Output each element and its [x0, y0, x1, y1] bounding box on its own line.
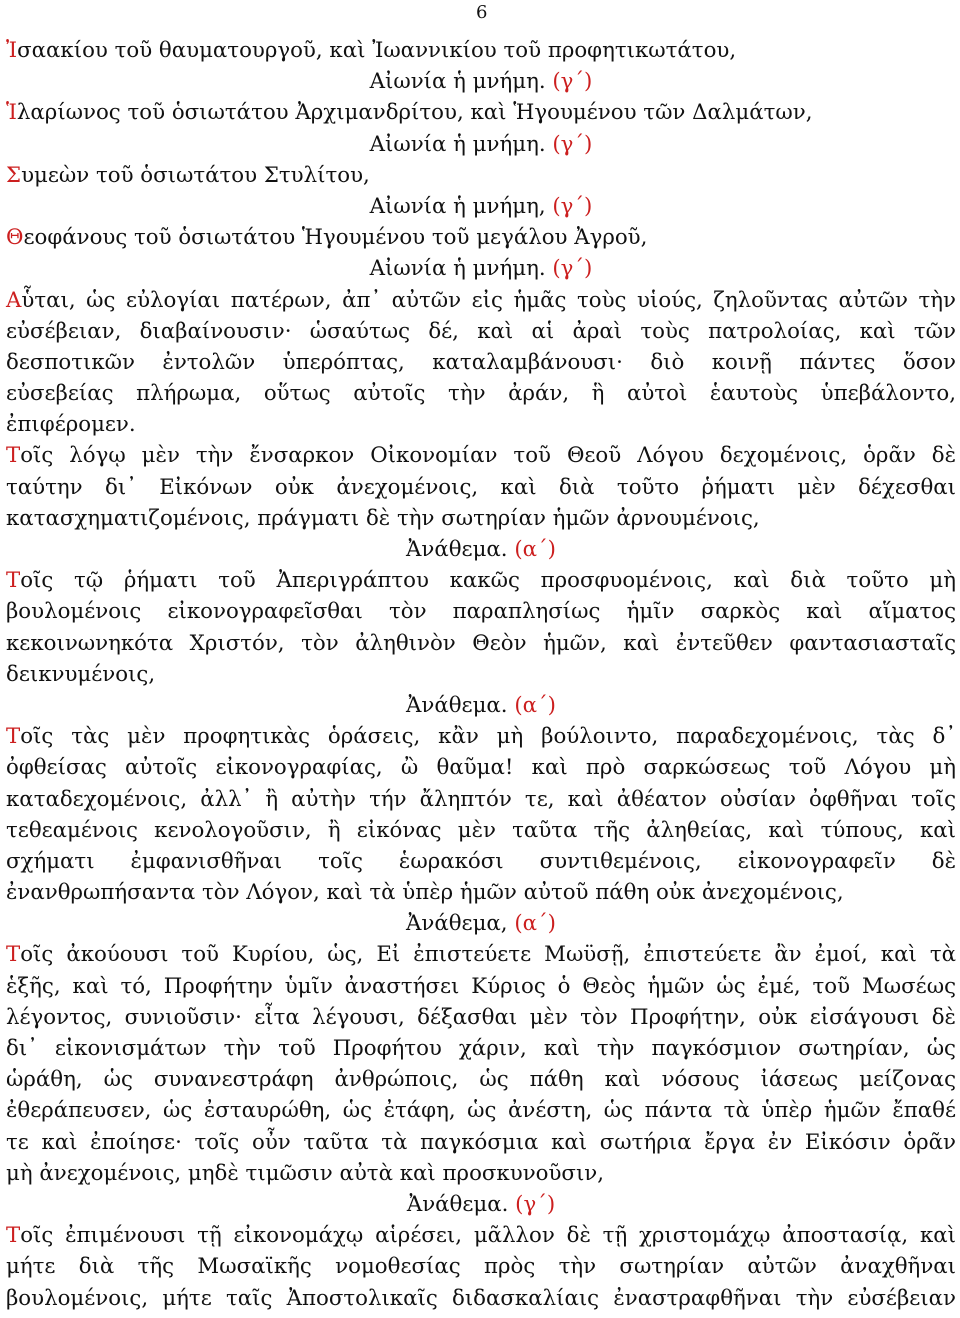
line-text: δι᾽ εἰκονισμάτων τὴν τοῦ Προφήτου χάριν, καὶ τὴν παγκόσμιον σωτηρίαν, ὡς — [6, 1036, 956, 1061]
line-text: ὡράθη, ὡς συνανεστράφη ἀνθρώποις, ὡς πάθη καὶ νόσους ἰάσεως μείζονας — [6, 1067, 956, 1093]
text-line — [6, 97, 956, 128]
text-line — [6, 222, 956, 253]
red-repeat-mark: (γ΄) — [552, 193, 593, 219]
text-line — [6, 316, 956, 347]
line-text: υμεὼν τοῦ ὁσιωτάτου Στυλίτου, — [21, 162, 370, 188]
text-line — [6, 409, 956, 440]
text-line — [6, 1127, 956, 1158]
text-line — [6, 378, 956, 409]
red-initial: Τ — [6, 942, 21, 968]
text-line — [6, 1095, 956, 1126]
line-text: βουλομένοις, μήτε ταῖς Ἀποστολικαῖς διδασκαλίαις ἐναστραφθῆναι τὴν εὐσέβειαν — [6, 1285, 956, 1311]
line-text: μήτε διὰ τῆς Μωσαϊκῆς νομοθεσίας πρὸς τὴν σωτηρίαν αὐτῶν ἀναχθῆναι — [6, 1254, 956, 1280]
line-text: Ἀνάθεμα, — [406, 911, 515, 937]
line-text: λέγοντος, συνιοῦσιν· εἶτα λέγουσι, δέξασθαι μὲν τὸν Προφήτην, οὐκ εἰσάγουσι δὲ — [6, 1004, 956, 1030]
text-line — [6, 565, 956, 596]
acclamation-line — [6, 1189, 956, 1220]
text-line — [6, 721, 956, 752]
text-line — [6, 815, 956, 846]
acclamation-line — [6, 191, 956, 222]
red-initial: Ἱ — [6, 100, 17, 126]
line-text: σχήματι ἐμφανισθῆναι τοῖς ἑωρακόσι συντιθεμένοις, εἰκονογραφεῖν δὲ — [6, 848, 956, 874]
red-repeat-mark: (α΄) — [514, 911, 556, 937]
text-line — [6, 628, 956, 659]
line-text: οῖς ἀκούουσι τοῦ Κυρίου, ὡς, Εἰ ἐπιστεύετε Μωϋσῇ, ἐπιστεύετε ἂν ἐμοί, καὶ τὰ — [20, 942, 956, 968]
red-repeat-mark: (γ΄) — [552, 69, 593, 95]
acclamation-line — [6, 534, 956, 565]
line-text: δεικνυμένοις, — [6, 661, 156, 687]
line-text: καταδεχομένοις, ἀλλ᾽ ἢ αὐτὴν τήν ἄληπτόν τε, καὶ ἀθέατον οὐσίαν ὀφθῆναι τοῖς — [6, 786, 956, 812]
line-text: κατασχηματιζομένοις, πράγματι δὲ τὴν σωτηρίαν ἡμῶν ἀρνουμένοις, — [6, 505, 760, 531]
text-line — [6, 1158, 956, 1189]
acclamation-line — [6, 253, 956, 284]
text-line — [6, 877, 956, 908]
text-line — [6, 752, 956, 783]
page-number: 6 — [476, 2, 488, 23]
acclamation-line — [6, 690, 956, 721]
red-initial: Τ — [6, 568, 21, 594]
document-page — [6, 0, 956, 1318]
text-line — [6, 440, 956, 471]
text-line — [6, 596, 956, 627]
line-text: Αἰωνία ἡ μνήμη. — [369, 131, 553, 157]
line-text: τε καὶ ἐποίησε· τοῖς οὖν ταῦτα τὰ παγκόσμια καὶ σωτήρια ἔργα ἐν Εἰκόσιν ὁρᾶν — [6, 1129, 956, 1155]
line-text: Ἀνάθεμα. — [406, 537, 515, 562]
line-text: βουλομένοις εἰκονογραφεῖσθαι τὸν παραπλησίως ἡμῖν σαρκὸς καὶ αἵματος — [6, 599, 956, 625]
red-initial: Α — [6, 287, 22, 313]
text-line — [6, 347, 956, 378]
red-initial: Τ — [6, 443, 21, 469]
line-text: δεσποτικῶν ἐντολῶν ὑπερόπτας, καταλαμβάνουσι· διὸ κοινῇ πάντες ὅσον — [6, 349, 956, 375]
red-repeat-mark: (α΄) — [514, 692, 556, 718]
line-text: Αἰωνία ἡ μνήμη. — [369, 69, 553, 95]
red-repeat-mark: (γ΄) — [515, 1191, 556, 1217]
line-text: κεκοινωνηκότα Χριστόν, τὸν ἀληθινὸν Θεὸν ἡμῶν, καὶ ἐντεῦθεν φαντασιασταῖς — [6, 630, 956, 656]
text-line — [6, 503, 956, 534]
red-initial: Σ — [6, 162, 22, 188]
red-initial: Τ — [6, 1223, 21, 1249]
line-text: εὐσέβειαν, διαβαίνουσιν· ὡσαύτως δέ, καὶ αἱ ἀραὶ τοὺς πατρολοίας, καὶ τῶν — [6, 318, 956, 344]
line-text: ὀφθείσας αὐτοῖς εἰκονογραφίας, ὢ θαῦμα! καὶ πρὸ σαρκώσεως τοῦ Λόγου μὴ — [6, 755, 956, 781]
text-line — [6, 1064, 956, 1095]
line-text: ἐνανθρωπήσαντα τὸν Λόγον, καὶ τὰ ὑπὲρ ἡμῶν αὐτοῦ πάθη οὐκ ἀνεχομένοις, — [6, 880, 844, 906]
text-line — [6, 472, 956, 503]
line-text: τεθεαμένοις κενολογοῦσιν, ἢ εἰκόνας μὲν ταῦτα τῆς ἀληθείας, καὶ τύπους, καὶ — [6, 817, 956, 843]
line-text: Αἰωνία ἡ μνήμη, — [369, 193, 553, 219]
acclamation-line — [6, 66, 956, 97]
line-text: λαρίωνος τοῦ ὁσιωτάτου Ἀρχιμανδρίτου, καὶ Ἡγουμένου τῶν Δαλμάτων, — [16, 100, 813, 126]
line-text: οῖς τῷ ῥήματι τοῦ Ἀπεριγράπτου κακῶς προσφυομένοις, καὶ διὰ τοῦτο μὴ — [20, 568, 956, 594]
red-initial: Ἰ — [6, 38, 18, 63]
text-line — [6, 971, 956, 1002]
line-text: ταύτην δι᾽ Εἰκόνων οὐκ ἀνεχομένοις, καὶ διὰ τοῦτο ῥήματι μὲν δέχεσθαι — [6, 474, 956, 500]
text-line — [6, 939, 956, 970]
line-text: οῖς ἐπιμένουσι τῇ εἰκονομάχῳ αἱρέσει, μᾶλλον δὲ τῇ χριστομάχῳ ἀποστασίᾳ, καὶ — [20, 1223, 956, 1249]
text-line — [6, 1251, 956, 1282]
line-text: ὗται, ὡς εὐλογίαι πατέρων, ἀπ᾽ αὐτῶν εἰς ἡμᾶς τοὺς υἱούς, ζηλοῦντας αὐτῶν τὴν — [21, 287, 956, 313]
line-text: μὴ ἀνεχομένοις, μηδὲ τιμῶσιν αὐτὰ καὶ προσκυνοῦσιν, — [6, 1160, 605, 1186]
line-text: Αἰωνία ἡ μνήμη. — [369, 256, 553, 282]
acclamation-line — [6, 129, 956, 160]
line-text: εοφάνους τοῦ ὁσιωτάτου Ἡγουμένου τοῦ μεγάλου Ἀγροῦ, — [23, 225, 648, 251]
text-line — [6, 160, 956, 191]
text-line — [6, 659, 956, 690]
red-initial: Θ — [6, 225, 24, 251]
line-text: Ἀνάθεμα. — [406, 692, 515, 718]
red-repeat-mark: (α΄) — [514, 537, 556, 562]
line-text: Ἀνάθεμα. — [406, 1191, 516, 1217]
line-text: εὐσεβείας πλήρωμα, οὕτως αὐτοῖς τὴν ἀράν, ἣ αὐτοὶ ἑαυτοὺς ὑπεβάλοντο, — [6, 381, 956, 407]
text-line — [6, 1002, 956, 1033]
text-line — [6, 1033, 956, 1064]
line-text: οῖς λόγῳ μὲν τὴν ἔνσαρκον Οἰκονομίαν τοῦ Θεοῦ Λόγου δεχομένοις, ὁρᾶν δὲ — [20, 443, 956, 469]
acclamation-line — [6, 908, 956, 939]
text-body — [6, 35, 956, 1314]
text-line — [6, 1283, 956, 1314]
text-line — [6, 784, 956, 815]
red-initial: Τ — [6, 724, 21, 750]
line-text: ἑξῆς, καὶ τό, Προφήτην ὑμῖν ἀναστήσει Κύριος ὁ Θεὸς ἡμῶν ὡς ἐμέ, τοῦ Μωσέως — [6, 973, 956, 999]
text-line — [6, 846, 956, 877]
line-text: ἐπιφέρομεν. — [6, 412, 136, 438]
red-repeat-mark: (γ΄) — [552, 131, 593, 157]
line-text: οῖς τὰς μὲν προφητικὰς ὁράσεις, κἂν μὴ βούλοιντο, παραδεχομένοις, τὰς δ᾽ — [20, 724, 956, 750]
text-line — [6, 35, 956, 66]
text-line — [6, 285, 956, 316]
text-line — [6, 1220, 956, 1251]
red-repeat-mark: (γ΄) — [552, 256, 593, 282]
line-text: ἐθεράπευσεν, ὡς ἐσταυρώθη, ὡς ἐτάφη, ὡς ἀνέστη, ὡς πάντα τὰ ὑπὲρ ἡμῶν ἔπαθέ — [6, 1098, 956, 1124]
line-text: σαακίου τοῦ θαυματουργοῦ, καὶ Ἰωαννικίου τοῦ προφητικωτάτου, — [17, 38, 737, 63]
